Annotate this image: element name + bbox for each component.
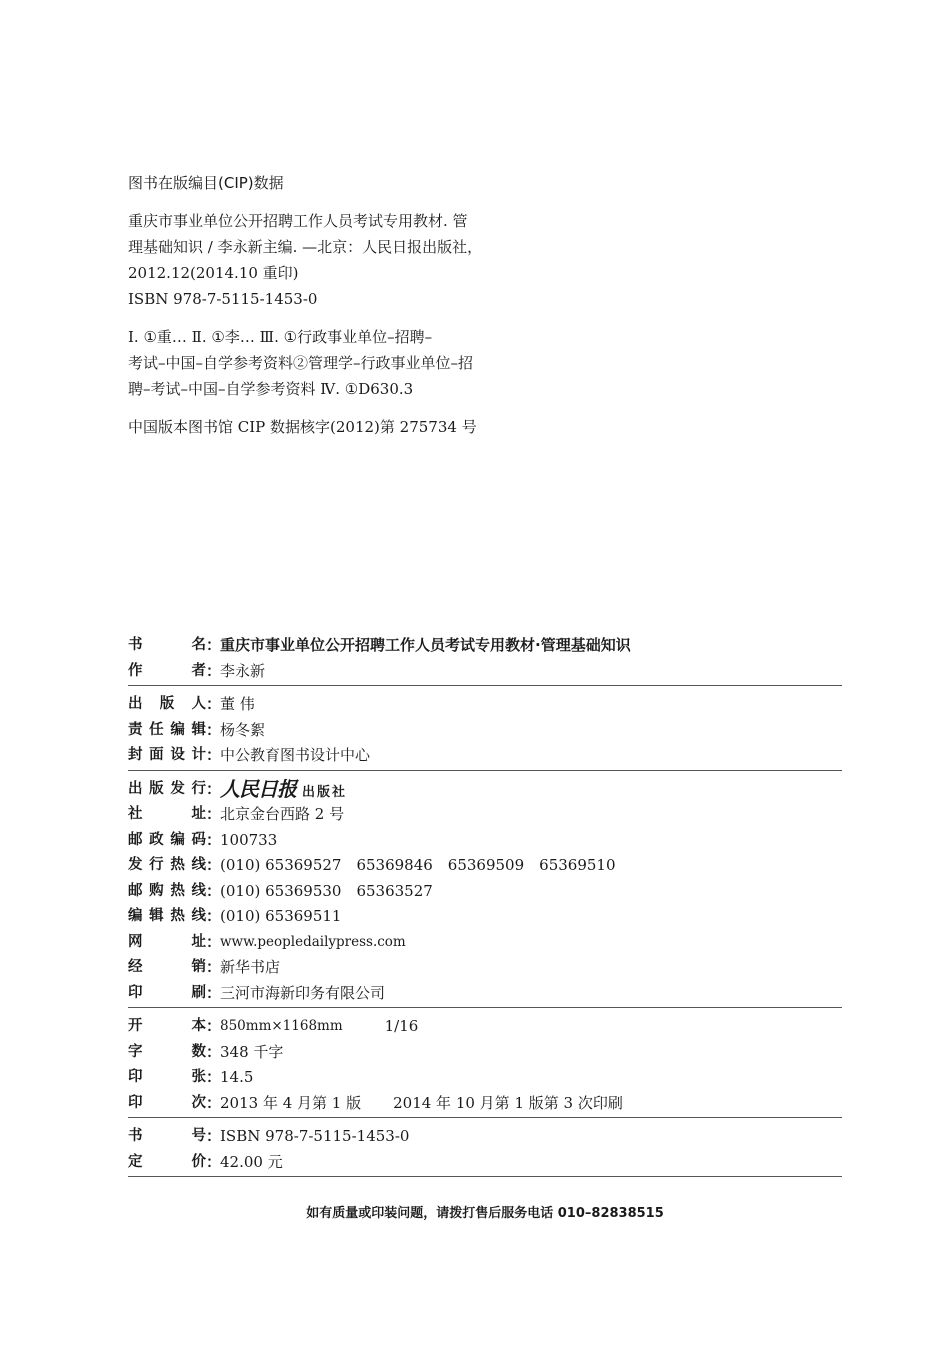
edition-first: 2013 年 4 月第 1 版: [220, 1093, 362, 1112]
colophon-label: 印张: [128, 1069, 206, 1085]
colophon-label: 发行热线: [128, 857, 206, 873]
price: 42.00 元: [220, 1152, 283, 1171]
colophon-label: 书名: [128, 637, 206, 653]
cip-classification: [128, 324, 508, 402]
colophon-row-author: 作者 ： 李永新: [128, 659, 842, 685]
format-size: 850mm×1168mm: [220, 1018, 343, 1034]
edition-current: 2014 年 10 月第 1 版第 3 次印刷: [393, 1093, 623, 1112]
colophon-row-postcode: 邮政编码 ： 100733: [128, 828, 842, 854]
colophon-label: 书号: [128, 1128, 206, 1144]
colophon-row-price: 定价 ： 42.00 元: [128, 1150, 842, 1176]
book-title: 重庆市事业单位公开招聘工作人员考试专用教材·管理基础知识: [220, 636, 631, 654]
cip-line: ISBN 978-7-5115-1453-0: [128, 290, 318, 308]
colophon-label: 网址: [128, 933, 206, 950]
colophon-label: 印次: [128, 1094, 206, 1111]
publisher-logo-text: 人民日报: [220, 776, 296, 801]
colophon-group-title: [128, 632, 842, 686]
printer: 三河市海新印务有限公司: [220, 983, 386, 1002]
mail-order-hotline: (010) 65369530 65363527: [220, 881, 433, 900]
colophon-group-isbn: [128, 1118, 842, 1177]
colophon-label: 邮购热线: [128, 882, 206, 899]
colophon-label: 社址: [128, 806, 206, 822]
cip-line: 考试–中国–自学参考资料②管理学–行政事业单位–招: [128, 354, 474, 372]
colophon-row-website: 网址 ： www.peopledailypress.com: [128, 930, 842, 956]
editorial-hotline: (010) 65369511: [220, 907, 342, 925]
colophon-row-publisher-person: 出版人 ： 董 伟: [128, 692, 842, 718]
colophon: [128, 632, 842, 1177]
colophon-row-title: 书名 ： 重庆市事业单位公开招聘工作人员考试专用教材·管理基础知识: [128, 633, 842, 659]
colophon-row-wordcount: 字数 ： 348 千字: [128, 1040, 842, 1066]
colophon-row-sheets: 印张 ： 14.5: [128, 1065, 842, 1091]
editor: 杨冬絮: [220, 720, 266, 739]
colophon-label: 出版发行: [128, 780, 206, 797]
cip-bibliography: [128, 208, 508, 312]
colophon-row-address: 社址 ： 北京金台西路 2 号: [128, 802, 842, 828]
colophon-group-specs: [128, 1008, 842, 1118]
colophon-label: 邮政编码: [128, 831, 206, 848]
colophon-row-mail-order: 邮购热线 ： (010) 65369530 65363527: [128, 879, 842, 905]
cip-line: 重庆市事业单位公开招聘工作人员考试专用教材. 管: [128, 212, 468, 230]
isbn: ISBN 978-7-5115-1453-0: [220, 1127, 410, 1145]
colophon-label: 经销: [128, 959, 206, 975]
colophon-row-edition: 印次 ： 2013 年 4 月第 1 版 2014 年 10 月第 1 版第 3 次印刷: [128, 1091, 842, 1117]
colophon-row-isbn: 书号 ： ISBN 978-7-5115-1453-0: [128, 1124, 842, 1150]
cip-line: 理基础知识 / 李永新主编. —北京：人民日报出版社，: [128, 238, 483, 256]
cover-designer: 中公教育图书设计中心: [220, 746, 371, 764]
author: 李永新: [220, 661, 266, 680]
cip-record: 中国版本图书馆 CIP 数据核字(2012)第 275734 号: [128, 418, 477, 436]
colophon-label: 编辑热线: [128, 908, 206, 924]
colophon-label: 字数: [128, 1043, 206, 1060]
colophon-row-format: 开本 ： 850mm×1168mm 1/16: [128, 1014, 842, 1040]
website-link[interactable]: www.peopledailypress.com: [220, 933, 406, 950]
colophon-row-editor: 责任编辑 ： 杨冬絮: [128, 718, 842, 744]
address: 北京金台西路 2 号: [220, 805, 345, 823]
word-count: 348 千字: [220, 1042, 284, 1061]
colophon-row-cover: 封面设计 ： 中公教育图书设计中心: [128, 743, 842, 769]
colophon-label: 出版人: [128, 696, 206, 712]
publisher-suffix: 出版社: [302, 784, 348, 800]
format-fold: 1/16: [384, 1017, 419, 1035]
cip-line: Ⅰ. ①重… Ⅱ. ①李… Ⅲ. ①行政事业单位–招聘–: [128, 328, 433, 346]
colophon-label: 作者: [128, 662, 206, 679]
colophon-row-distribution: 出版发行 ： 人民日报 出版社: [128, 776, 348, 801]
colophon-row-editorial-hotline: 编辑热线 ： (010) 65369511: [128, 904, 842, 930]
postcode: 100733: [220, 830, 278, 849]
colophon-row-sales-hotline: 发行热线 ： (010) 65369527 65369846 65369509 65369510: [128, 853, 842, 879]
cip-heading: 图书在版编目(CIP)数据: [128, 174, 284, 192]
colophon-label: 责任编辑: [128, 721, 206, 738]
cip-block: [128, 170, 508, 440]
cip-line: 2012.12(2014.10 重印): [128, 264, 299, 282]
colophon-row-printer: 印刷 ： 三河市海新印务有限公司: [128, 981, 842, 1007]
colophon-label: 印刷: [128, 984, 206, 1001]
after-sales-notice: 如有质量或印装问题，请拨打售后服务电话 010–82838515: [306, 1206, 664, 1221]
colophon-row-seller: 经销 ： 新华书店: [128, 955, 842, 981]
colophon-label: 开本: [128, 1018, 206, 1034]
colophon-label: 定价: [128, 1153, 206, 1170]
printed-sheets: 14.5: [220, 1068, 254, 1086]
colophon-group-staff: [128, 686, 842, 771]
publisher-person: 董 伟: [220, 695, 255, 713]
colophon-group-publisher: [128, 771, 842, 1009]
cip-line: 聘–考试–中国–自学参考资料 Ⅳ. ①D630.3: [128, 380, 414, 398]
colophon-label: 封面设计: [128, 747, 206, 763]
sales-hotline: (010) 65369527 65369846 65369509 65369510: [220, 856, 616, 874]
seller: 新华书店: [220, 958, 281, 976]
publisher-logo: [220, 777, 347, 803]
